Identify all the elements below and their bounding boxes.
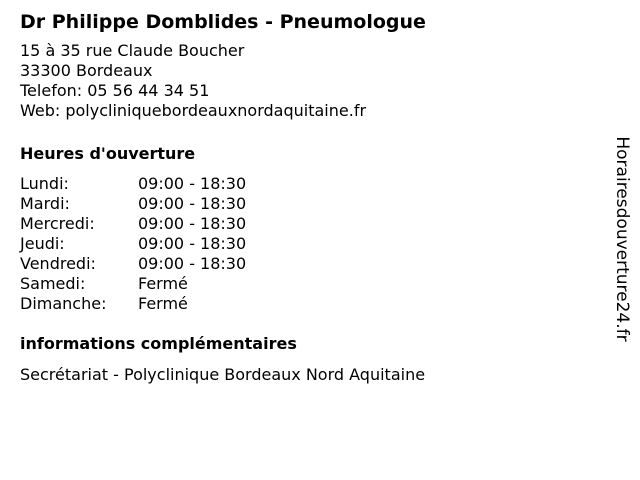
contact-block xyxy=(20,41,600,121)
hours-time: 09:00 - 18:30 xyxy=(138,234,247,253)
hours-row-samedi xyxy=(20,274,600,294)
hours-day: Jeudi: xyxy=(20,234,65,253)
info-heading: informations complémentaires xyxy=(20,334,297,353)
hours-day: Lundi: xyxy=(20,174,69,193)
web-line: Web: polycliniquebordeauxnordaquitaine.fr xyxy=(20,101,367,120)
hours-day: Mercredi: xyxy=(20,214,95,233)
hours-day: Samedi: xyxy=(20,274,86,293)
address-street: 15 à 35 rue Claude Boucher xyxy=(20,41,245,60)
hours-day: Vendredi: xyxy=(20,254,96,273)
practice-card xyxy=(20,10,600,385)
hours-time: 09:00 - 18:30 xyxy=(138,174,247,193)
phone-line: Telefon: 05 56 44 34 51 xyxy=(20,81,210,100)
site-watermark: Horairesdouverture24.fr xyxy=(612,136,632,342)
hours-row-dimanche xyxy=(20,294,600,314)
info-text: Secrétariat - Polyclinique Bordeaux Nord Aquitaine xyxy=(20,365,426,384)
address-city: 33300 Bordeaux xyxy=(20,61,153,80)
hours-row-mardi xyxy=(20,194,600,214)
hours-day: Mardi: xyxy=(20,194,70,213)
hours-time: 09:00 - 18:30 xyxy=(138,214,247,233)
hours-row-mercredi xyxy=(20,214,600,234)
hours-time: 09:00 - 18:30 xyxy=(138,254,247,273)
hours-heading: Heures d'ouverture xyxy=(20,144,196,163)
hours-table xyxy=(20,174,600,314)
hours-time: Fermé xyxy=(138,274,188,293)
hours-row-jeudi xyxy=(20,234,600,254)
hours-time: 09:00 - 18:30 xyxy=(138,194,247,213)
hours-row-vendredi xyxy=(20,254,600,274)
hours-time: Fermé xyxy=(138,294,188,313)
hours-row-lundi xyxy=(20,174,600,194)
hours-day: Dimanche: xyxy=(20,294,107,313)
page-title: Dr Philippe Domblides - Pneumologue xyxy=(20,11,426,33)
